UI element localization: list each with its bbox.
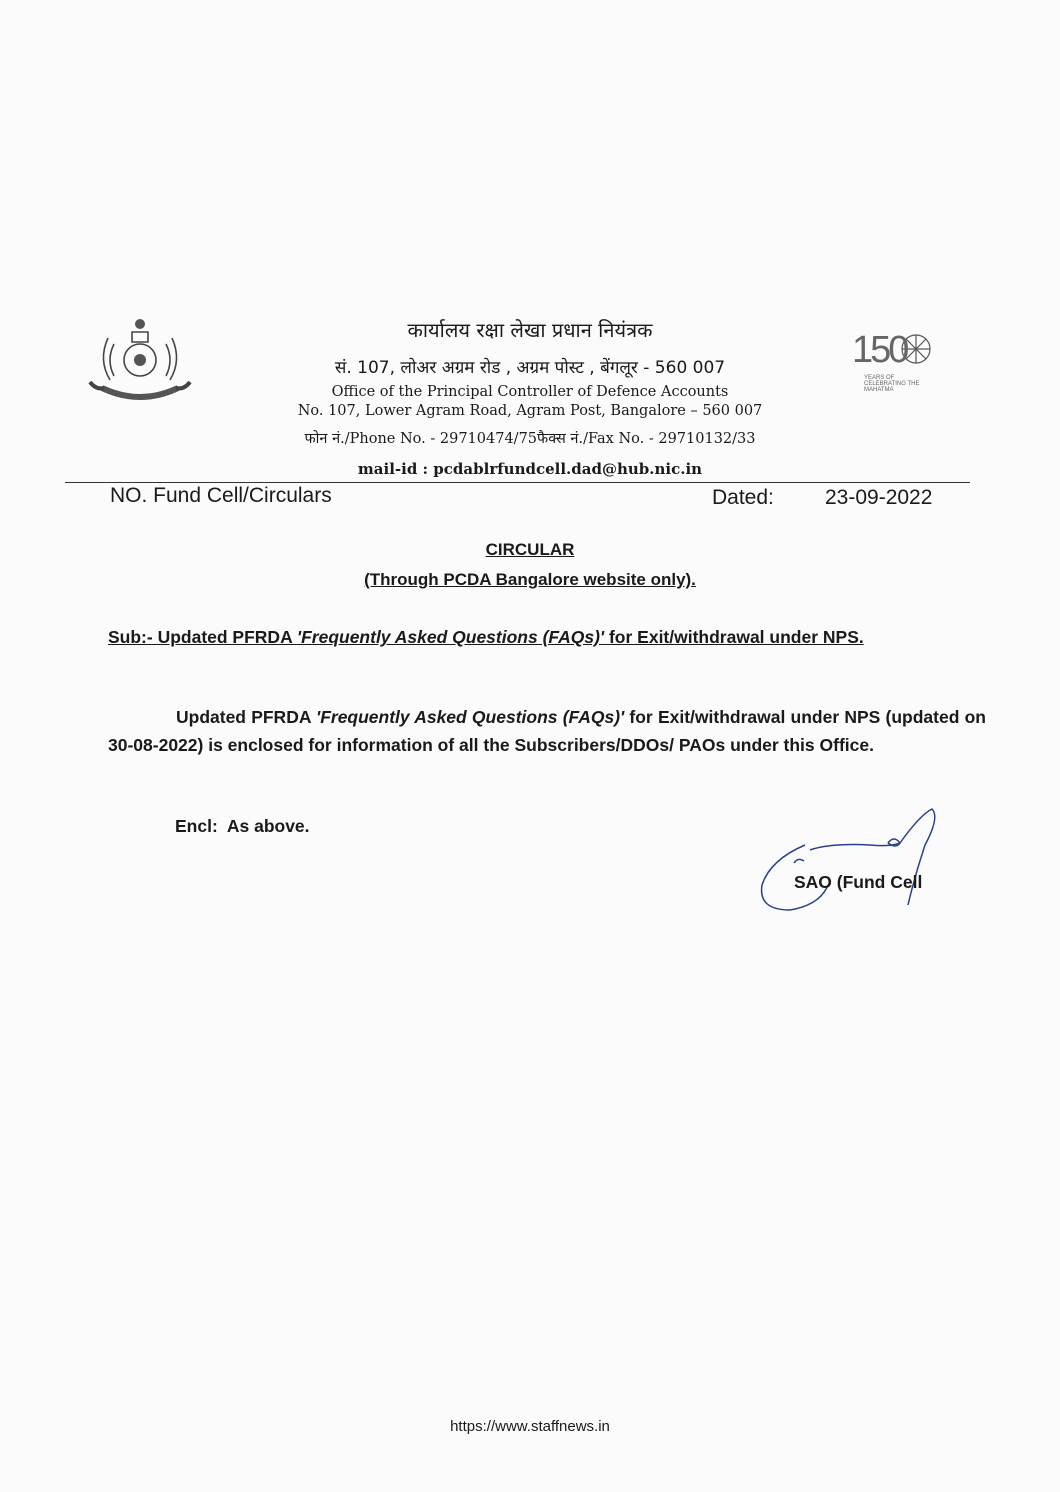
office-name-english: Office of the Principal Controller of Defence Accounts xyxy=(331,384,729,400)
circular-title: CIRCULAR xyxy=(485,540,575,559)
address-hindi: सं. 107, लोअर अग्रम रोड , अग्रम पोस्ट , बेंगलूर - 560 007 xyxy=(334,358,726,378)
subject-suffix: for Exit/withdrawal under NPS. xyxy=(604,627,864,647)
badge-number: 150 xyxy=(852,329,907,371)
dated-label: Dated: xyxy=(712,486,774,509)
reference-number: NO. Fund Cell/Circulars xyxy=(110,484,332,507)
phone-fax-line: फोन नं./Phone No. - 29710474/75फैक्स नं./Fax No. - 29710132/33 xyxy=(304,431,756,447)
signature-icon xyxy=(750,805,950,925)
subject-line xyxy=(108,624,988,650)
address-english: No. 107, Lower Agram Road, Agram Post, Bangalore – 560 007 xyxy=(297,403,763,419)
dated-value: 23-09-2022 xyxy=(825,486,933,509)
body-prefix: Updated PFRDA xyxy=(176,707,317,727)
office-name-hindi: कार्यालय रक्षा लेखा प्रधान नियंत्रक xyxy=(407,318,653,342)
subject-italic: 'Frequently Asked Questions (FAQs)' xyxy=(296,627,605,647)
header-divider xyxy=(65,482,970,483)
footer-url: https://www.staffnews.in xyxy=(450,1418,610,1435)
signatory-designation: SAO (Fund Cell xyxy=(794,872,923,892)
body-suffix: for Exit/withdrawal under NPS (updated on 30-08-2022) is enclosed for information of all the Subscribers/DDOs/ PAOs under this Office. xyxy=(108,707,986,755)
subject-prefix: Sub:- Updated PFRDA xyxy=(108,627,297,647)
enclosure-line: Encl: As above. xyxy=(175,816,310,836)
mail-id-line: mail-id : pcdablrfundcell.dad@hub.nic.in xyxy=(357,460,703,478)
badge-text: YEARS OF CELEBRATING THE MAHATMA xyxy=(864,375,920,393)
body-italic: 'Frequently Asked Questions (FAQs)' xyxy=(316,707,625,727)
body-paragraph xyxy=(108,703,986,759)
circular-note: (Through PCDA Bangalore website only). xyxy=(364,570,696,589)
